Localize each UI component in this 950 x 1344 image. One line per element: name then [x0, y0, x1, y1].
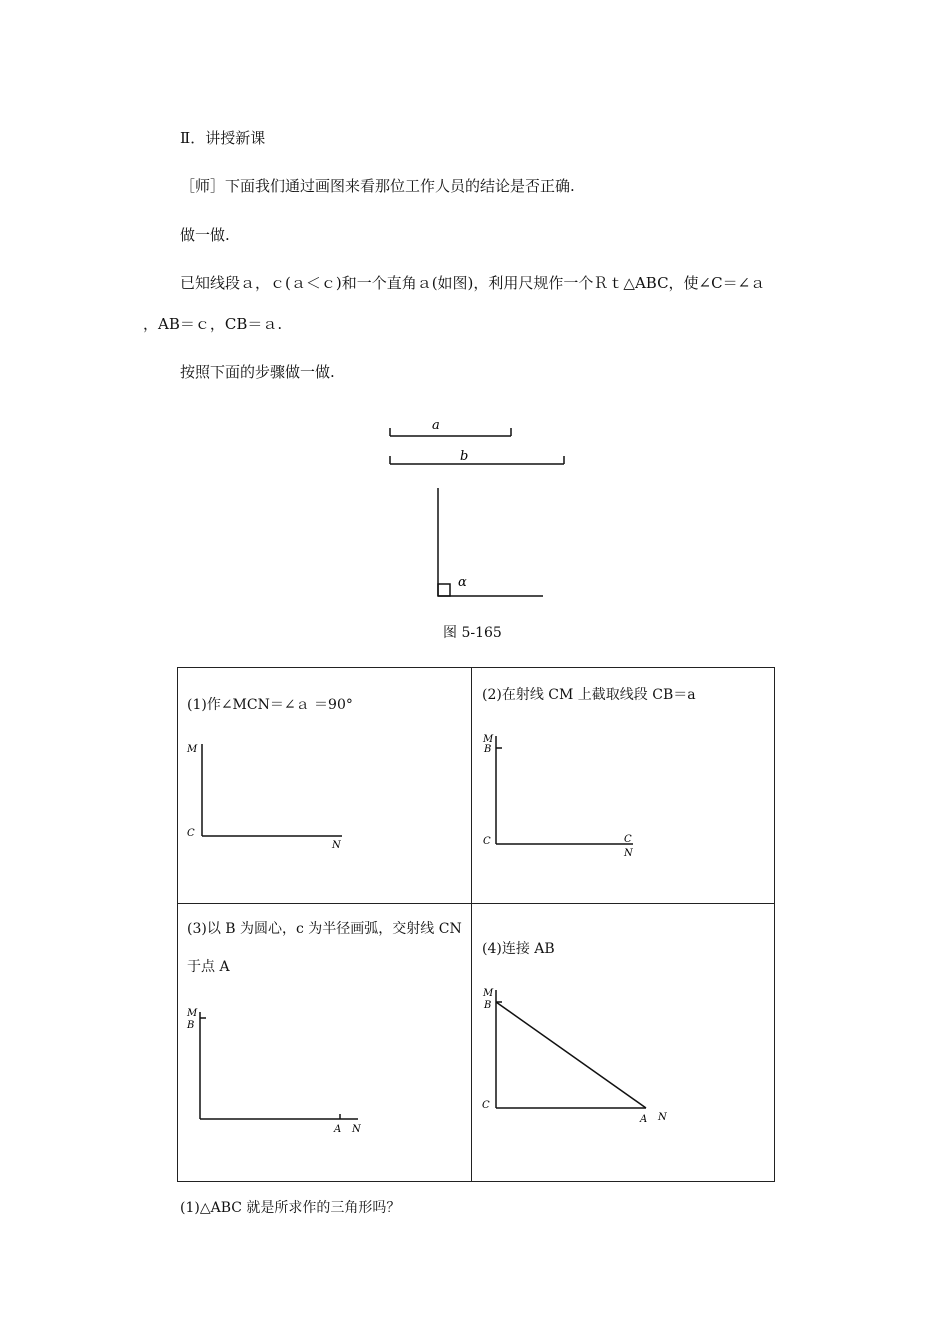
question-1: (1)△ABC 就是所求作的三角形吗？: [180, 1200, 401, 1216]
given-figure: [380, 410, 580, 610]
segment-a: [390, 428, 511, 436]
step-4-figure: [478, 982, 698, 1132]
step-4-label-c: C: [482, 1100, 490, 1111]
step-3-label-m: M: [187, 1008, 198, 1019]
step-1-label-n: N: [332, 840, 341, 851]
step-3-figure: [182, 1004, 382, 1144]
step-4-label-n: N: [658, 1112, 667, 1123]
step-2-label-c2: C: [624, 834, 632, 845]
step-4-label-m: M: [483, 988, 494, 999]
step-4-text: (4)连接 AB: [482, 941, 555, 957]
step-4-label-b: B: [484, 1000, 492, 1011]
segment-b-label: b: [460, 449, 469, 464]
step-3-text: (3)以 B 为圆心，c 为半径画弧，交射线 CN 于点 A: [187, 921, 462, 975]
step-4-label-a: A: [640, 1114, 648, 1125]
section-heading: Ⅱ．讲授新课: [180, 129, 266, 147]
step-3-label-a: A: [334, 1124, 342, 1135]
step-3-label-b: B: [187, 1020, 195, 1031]
step-1-cell: [178, 668, 472, 904]
step-4-cell: [472, 904, 775, 1182]
step-3-label-n: N: [352, 1124, 361, 1135]
step-2-figure: [478, 728, 678, 868]
step-1-label-m: M: [187, 744, 198, 755]
problem-line-1: 已知线段ａ，ｃ(ａ＜ｃ)和一个直角ａ(如图)，利用尺规作一个Ｒｔ△ABC，使∠C＝∠ａ: [180, 274, 766, 292]
step-2-label-n: N: [624, 848, 633, 859]
segment-b: [390, 456, 564, 464]
paragraph-teacher: ［师］下面我们通过画图来看那位工作人员的结论是否正确.: [180, 177, 575, 195]
step-2-label-m: M: [483, 734, 494, 745]
step-1-label-c: C: [187, 828, 195, 839]
angle-label: α: [458, 575, 467, 590]
step-3-cell: [178, 904, 472, 1182]
problem-line-2: ，AB＝ｃ，CB＝ａ.: [143, 315, 283, 333]
right-angle: [438, 488, 543, 596]
steps-table: [177, 667, 775, 1182]
paragraph-steps: 按照下面的步骤做一做.: [180, 363, 335, 381]
segment-a-label: a: [432, 418, 440, 433]
step-2-label-b: B: [484, 744, 492, 755]
step-1-text: (1)作∠MCN＝∠ａ ＝90°: [187, 697, 353, 713]
step-2-text: (2)在射线 CM 上截取线段 CB＝a: [482, 687, 696, 703]
step-2-cell: [472, 668, 775, 904]
figure-caption: 图 5-165: [443, 625, 502, 641]
step-2-label-c: C: [483, 836, 491, 847]
step-1-figure: [182, 738, 382, 868]
paragraph-try: 做一做.: [180, 226, 230, 244]
